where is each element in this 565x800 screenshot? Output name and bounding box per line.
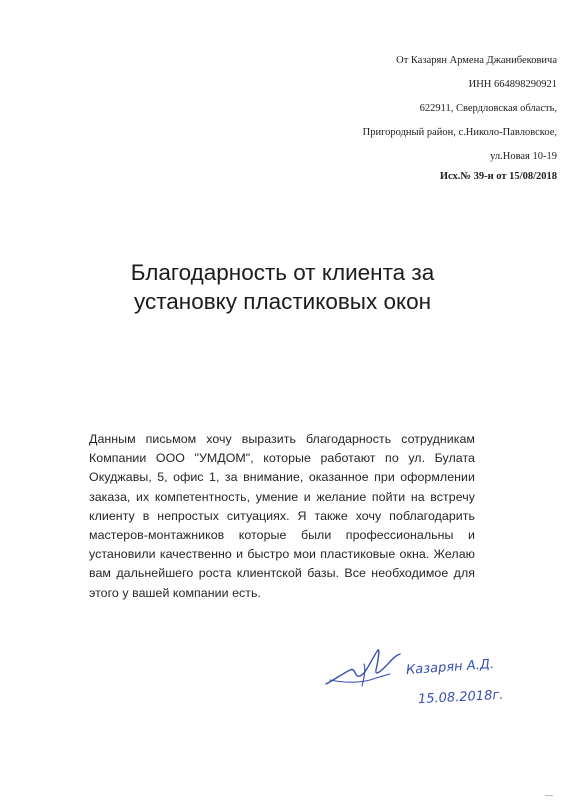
sender-address-line1: 622911, Свердловская область,	[419, 103, 557, 114]
letter-body: Данным письмом хочу выразить благодарность сотрудникам Компании ООО "УМДОМ", которые работают по ул. Булата Окуджавы, 5, офис 1, за внимание, оказанное при оформлении заказа, их компетентность, умение и желание пойти на встречу клиенту в непростых ситуациях. Я также хочу поблагодарить мастеров-монтажников которые были профессиональны и установили качественно и быстро мои пластиковые окна. Желаю вам дальнейшего роста клиентской базы. Все необходимое для этого у вашей компании есть.	[89, 432, 475, 600]
signature-date: 15.08.2018г.	[417, 687, 504, 708]
title-line-1: Благодарность от клиента за	[130, 260, 435, 285]
title-line-2: установку пластиковых окон	[133, 289, 432, 314]
sender-inn: ИНН 664898290921	[468, 79, 557, 90]
sender-address-line2: Пригородный район, с.Николо-Павловское,	[362, 127, 557, 138]
letter-title	[0, 258, 565, 316]
signature-name: Казарян А.Д.	[405, 656, 495, 679]
sender-address-line3: ул.Новая 10-19	[490, 151, 557, 162]
corner-mark	[545, 789, 553, 796]
outgoing-reference: Исх.№ 39-и от 15/08/2018	[439, 171, 557, 182]
sender-name: От Казарян Армена Джанибековича	[396, 55, 557, 66]
sender-block	[257, 54, 557, 194]
handwritten-signature-icon	[320, 640, 410, 700]
signature-block	[320, 640, 550, 730]
